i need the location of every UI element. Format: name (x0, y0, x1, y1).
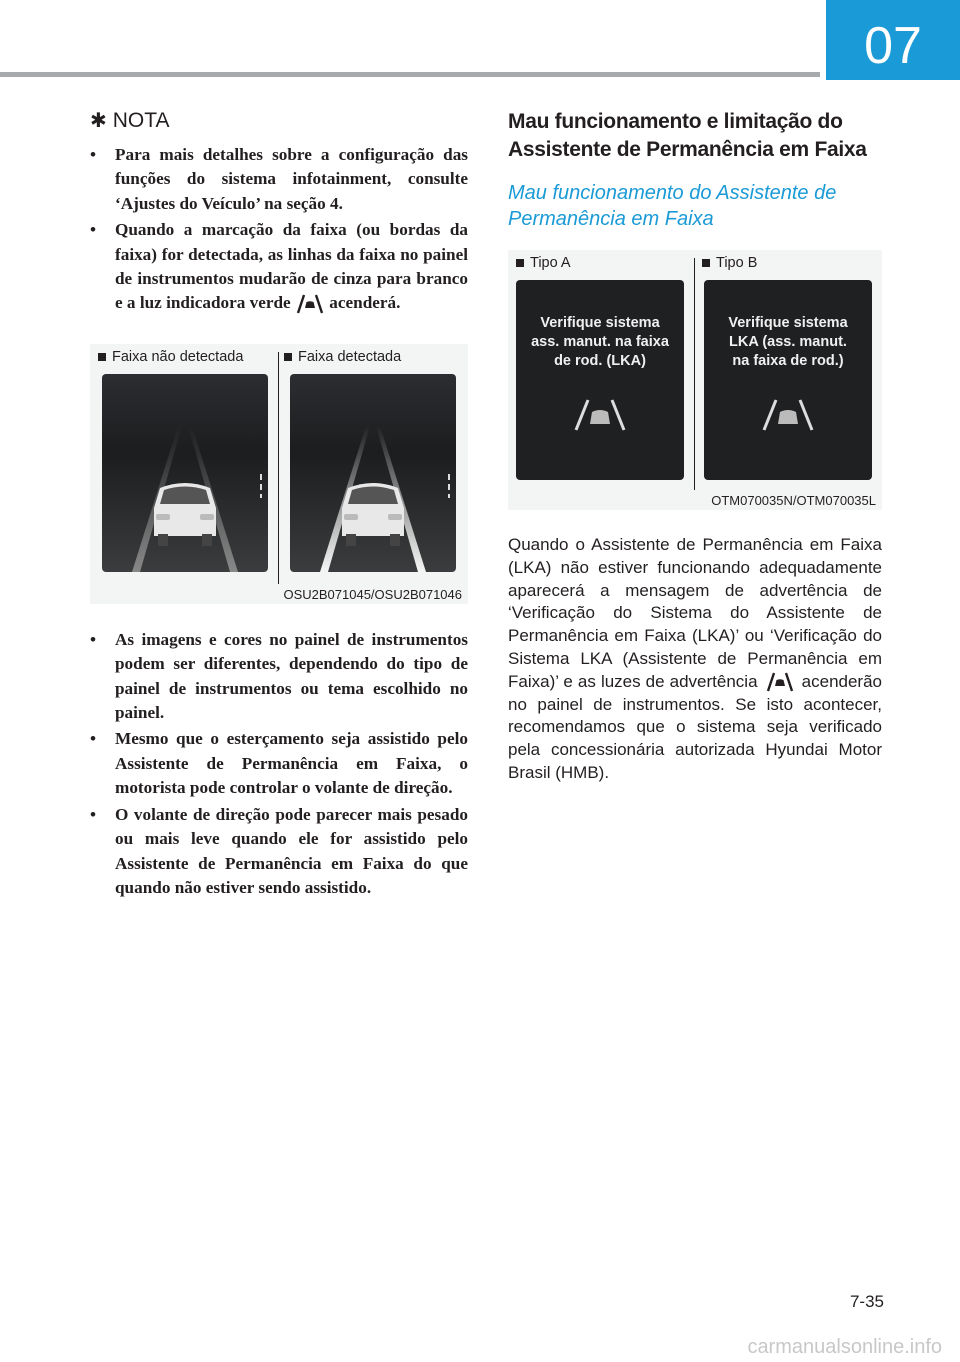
square-bullet-icon (284, 353, 292, 361)
lane-not-detected-illustration (102, 374, 268, 572)
square-bullet-icon (516, 259, 524, 267)
note-bullet: • As imagens e cores no painel de instrumentos podem ser diferentes, dependendo do tipo de painel de instrumentos ou tema escolhido no painel. (90, 629, 468, 723)
figure-divider (278, 352, 279, 584)
square-bullet-icon (98, 353, 106, 361)
body-paragraph: Quando o Assistente de Permanência em Faixa (LKA) não estiver funcionando adequadamente aparecerá a mensagem de advertência de ‘Verificação do Sistema do Assistente de Permanência em Faixa (LKA)’ ou ‘Verificação do Sistema LKA (Assistente de Permanência em Faixa)’ e as luzes de advertência acenderão no painel de instrumentos. Se isto acontecer, recomendamos que o sistema seja verificado pela concessionária autorizada Hyundai Motor Brasil (HMB). (508, 535, 882, 782)
figure-label-left: Faixa não detectada (98, 349, 243, 365)
lane-detected-illustration (290, 374, 456, 572)
lane-keeping-icon (763, 671, 797, 693)
cluster-lane-detected (290, 374, 456, 572)
section-title: Mau funcionamento e limitação do Assistente de Permanência em Faixa (508, 110, 867, 161)
cluster-lane-not-detected (102, 374, 268, 572)
figure-lka-warning (508, 250, 882, 510)
left-column (90, 108, 468, 902)
lane-keeping-icon (570, 398, 630, 432)
chapter-tab: 07 (826, 0, 960, 80)
figure-label-left: Tipo A (516, 255, 571, 271)
warning-message-a: Verifique sistema ass. manut. na faixa de rod. (LKA) (531, 315, 669, 369)
section-subtitle: Mau funcionamento do Assistente de Permanência em Faixa (508, 182, 837, 230)
note-bullets-bottom (90, 628, 468, 900)
lane-keeping-icon (295, 293, 325, 315)
note-heading (90, 108, 468, 133)
note-star-icon: ✱ (90, 110, 107, 132)
cluster-type-a (516, 280, 684, 480)
figure-label-right: Faixa detectada (284, 349, 401, 365)
lane-keeping-icon (758, 398, 818, 432)
watermark: carmanualsonline.info (747, 1336, 942, 1358)
header-rule (0, 72, 820, 77)
figure-label-right: Tipo B (702, 255, 757, 271)
figure-lane-detection (90, 344, 468, 604)
note-bullet: • Para mais detalhes sobre a configuração das funções do sistema infotainment, consulte ‘Ajustes do Veículo’ na seção 4. (90, 145, 468, 213)
right-column (508, 108, 882, 785)
note-title: NOTA (112, 108, 170, 132)
cluster-type-b (704, 280, 872, 480)
figure-code: OSU2B071045/OSU2B071046 (283, 586, 462, 602)
square-bullet-icon (702, 259, 710, 267)
note-bullet: • Quando a marcação da faixa (ou bordas da faixa) for detectada, as linhas da faixa no painel de instrumentos mudarão de cinza para branco e a luz indicadora verde acenderá. (90, 218, 468, 316)
note-bullet: • Mesmo que o esterçamento seja assistido pelo Assistente de Permanência em Faixa, o motorista pode controlar o volante de direção. (90, 729, 468, 798)
page-number: 7-35 (849, 1292, 884, 1311)
figure-code: OTM070035N/OTM070035L (711, 493, 876, 508)
figure-divider (694, 258, 695, 490)
note-bullet: • O volante de direção pode parecer mais pesado ou mais leve quando ele for assistido pelo Assistente de Permanência em Faixa do que quando não estiver sendo assistido. (90, 804, 468, 897)
warning-message-b: Verifique sistema LKA (ass. manut. na faixa de rod.) (728, 315, 848, 369)
note-bullets-top (90, 143, 468, 316)
